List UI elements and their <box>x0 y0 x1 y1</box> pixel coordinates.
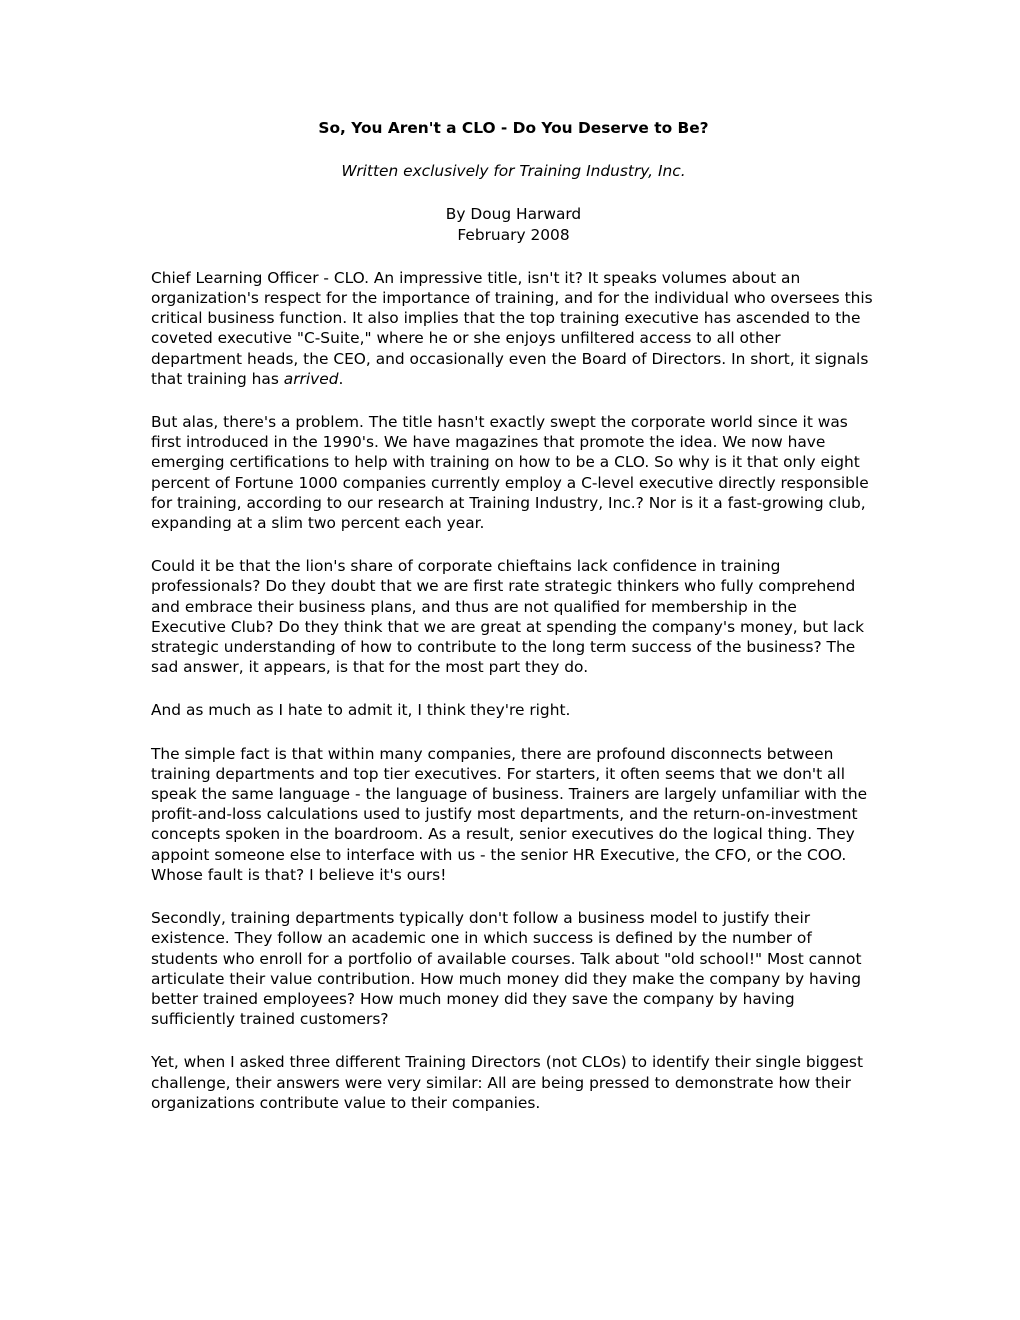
paragraph-6: Secondly, training departments typically don't follow a business model to justify their existence. They follow an academic one in which success is defined by the number of students who enroll for a portfolio of available courses. Talk about "old school!" Most cannot articulate their value contribution. How much money did they make the company by having better trained employees? How much money did they save the company by having sufficiently trained customers? <box>151 909 862 1029</box>
paragraph-3: Could it be that the lion's share of corporate chieftains lack confidence in training professionals? Do they doubt that we are first rate strategic thinkers who fully comprehend and embrace their business plans, and thus are not qualified for membership in the Executive Club? Do they think that we are great at spending the company's money, but lack strategic understanding of how to contribute to the long term success of the business? The sad answer, it appears, is that for the most part they do. <box>151 557 865 677</box>
article-title: So, You Aren't a CLO - Do You Deserve to Be? <box>318 119 709 137</box>
paragraph-1-end: . <box>338 369 344 388</box>
author: By Doug Harward <box>445 205 582 224</box>
paragraph-7: Yet, when I asked three different Training Directors (not CLOs) to identify their single biggest challenge, their answers were very similar: All are being pressed to demonstrate how their organizations contribute value to their companies. <box>151 1053 863 1112</box>
paragraph-2: But alas, there's a problem. The title hasn't exactly swept the corporate world since it was first introduced in the 1990's. We have magazines that promote the idea. We now have emerging certifications to help with training on how to be a CLO. So why is it that only eight percent of Fortune 1000 companies currently employ a C-level executive directly responsible for training, according to our research at Training Industry, Inc.? Nor is it a fast-growing club, expanding at a slim two percent each year. <box>151 413 869 533</box>
paragraph-4: And as much as I hate to admit it, I think they're right. <box>151 701 571 720</box>
paragraph-5: The simple fact is that within many companies, there are profound disconnects between training departments and top tier executives. For starters, it often seems that we don't all speak the same language - the language of business. Trainers are largely unfamiliar with the profit-and-loss calculations used to justify most departments, and the return-on-investment concepts spoken in the boardroom. As a result, senior executives do the logical thing. They appoint someone else to interface with us - the senior HR Executive, the CFO, or the COO. Whose fault is that? I believe it's ours! <box>151 744 868 884</box>
paragraph-1-emphasis: arrived <box>283 369 339 388</box>
document-page <box>151 118 876 1136</box>
article-subtitle: Written exclusively for Training Industry, Inc. <box>341 162 686 181</box>
paragraph-1-text: Chief Learning Officer - CLO. An impressive title, isn't it? It speaks volumes about an organization's respect for the importance of training, and for the individual who oversees this critical business function. It also implies that the top training executive has ascended to the coveted executive "C-Suite," where he or she enjoys unfiltered access to all other department heads, the CEO, and occasionally even the Board of Directors. In short, it signals that training has <box>151 268 873 388</box>
paragraph-1 <box>151 268 876 389</box>
byline <box>151 204 876 244</box>
publish-date: February 2008 <box>457 225 570 244</box>
